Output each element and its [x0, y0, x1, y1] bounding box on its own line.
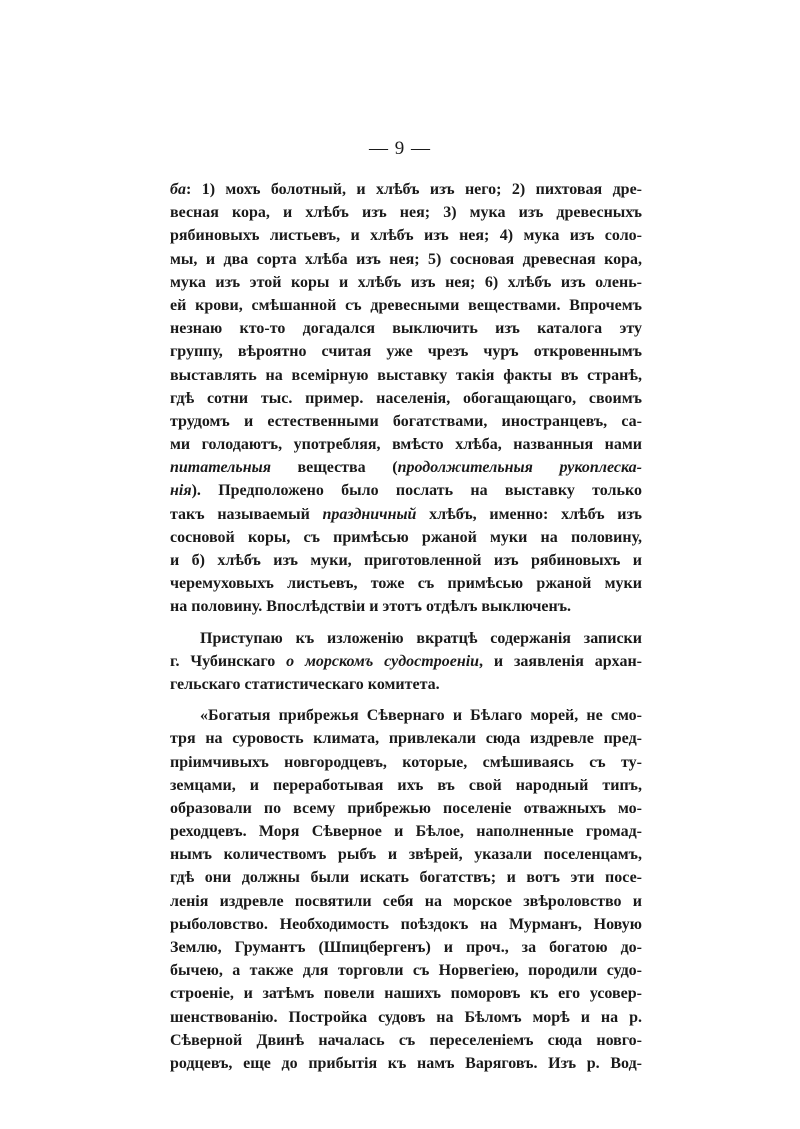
text-line [170, 866, 642, 889]
text-line [170, 959, 642, 982]
italic-text: продолжительныя рукоплеска- [397, 459, 642, 477]
text-line [170, 982, 642, 1005]
text-segment: : 1) мохъ болотный, и хлѣбъ изъ него; 2) пихтовая дре- [185, 181, 642, 198]
text-segment: Землю, Грумантъ (Шпицбергенъ) и проч., за богатою до- [170, 939, 642, 956]
text-line [170, 704, 642, 727]
text-line [170, 479, 642, 502]
text-segment: трудомъ и естественными богатствами, иностранцевъ, са- [170, 412, 642, 430]
text-segment: гельскаго статистическаго комитета. [170, 675, 440, 693]
text-line [170, 178, 642, 201]
text-segment: земцами, и переработывая ихъ въ свой народный типъ, [170, 776, 642, 794]
text-segment: Сѣверной Двинѣ началась съ переселеніемъ сюда новго- [170, 1031, 642, 1049]
text-line [170, 627, 642, 650]
text-line [170, 526, 642, 549]
text-segment: ). Предположено было послать на выставку только [191, 482, 642, 500]
text-segment: рыболовство. Необходимость поѣздокъ на Мурманъ, Новую [170, 915, 642, 933]
text-line [170, 595, 642, 618]
text-segment: черемуховыхъ листьевъ, тоже съ примѣсью ржаной муки [170, 575, 642, 593]
text-segment: шенствованію. Постройка судовъ на Бѣломъ морѣ и на р. [170, 1008, 642, 1026]
text-line [170, 751, 642, 774]
text-line [170, 340, 642, 363]
text-segment: образовали по всему прибрежью поселеніе отважныхъ мо- [170, 799, 642, 817]
text-line [170, 317, 642, 340]
text-line [170, 387, 642, 410]
text-segment: нымъ количествомъ рыбъ и звѣрей, указали поселенцамъ, [170, 846, 642, 864]
text-segment: на половину. Впослѣдствіи и этотъ отдѣлъ выключенъ. [170, 598, 572, 616]
page-number: — 9 — [369, 138, 431, 159]
text-line [170, 224, 642, 247]
text-line [170, 820, 642, 843]
text-segment: гдѣ сотни тыс. пример. населенія, обогащающаго, своимъ [170, 389, 642, 407]
text-segment: ей крови, смѣшанной съ древесными веществами. Впрочемъ [170, 296, 642, 314]
text-line [170, 1006, 642, 1029]
text-segment: пріимчивыхъ новгородцевъ, которые, смѣшиваясь съ ту- [170, 753, 642, 771]
text-segment: мука изъ этой коры и хлѣбъ изъ нея; 6) хлѣбъ изъ олень- [170, 273, 642, 291]
text-line [170, 456, 642, 479]
text-segment: , и заявленія архан- [479, 652, 643, 670]
italic-text: о морскомъ судостроеніи [286, 652, 480, 670]
text-segment: хлѣбъ, именно: хлѣбъ изъ [416, 505, 642, 523]
text-segment: весная кора, и хлѣбъ изъ нея; 3) мука изъ древесныхъ [170, 204, 642, 222]
text-line [170, 503, 642, 526]
body-text [170, 178, 642, 1075]
text-line [170, 271, 642, 294]
text-segment: «Богатыя прибрежья Сѣвернаго и Бѣлаго морей, не смо- [200, 707, 642, 725]
text-line [170, 650, 642, 673]
italic-text: питательныя [170, 459, 271, 477]
text-line [170, 248, 642, 271]
text-segment: рябиновыхъ листьевъ, и хлѣбъ изъ нея; 4) мука изъ соло- [170, 227, 642, 245]
text-line [170, 673, 642, 696]
text-segment: родцевъ, еще до прибытія къ намъ Варяговъ. Изъ р. Вод- [170, 1054, 642, 1072]
text-line [170, 572, 642, 595]
text-segment: вещества ( [270, 459, 398, 477]
text-line [170, 890, 642, 913]
text-line [170, 364, 642, 387]
text-segment: сосновой коры, съ примѣсью ржаной муки на половину, [170, 528, 642, 546]
text-segment: мы, и два сорта хлѣба изъ нея; 5) сосновая древесная кора, [170, 250, 642, 268]
text-segment: Приступаю къ изложенію вкратцѣ содержанія записки [200, 629, 642, 647]
text-line [170, 433, 642, 456]
text-segment: ми голодаютъ, употребляя, вмѣсто хлѣба, названныя нами [170, 436, 642, 454]
text-line [170, 1052, 642, 1075]
italic-text: праздничный [322, 505, 417, 523]
text-segment: ленія издревле посвятили себя на морское звѣроловство и [170, 892, 642, 910]
text-segment: реходцевъ. Моря Сѣверное и Бѣлое, наполненные громад- [170, 823, 642, 841]
text-segment: незнаю кто-то догадался выключить изъ каталога эту [170, 320, 642, 338]
text-segment: такъ называемый [170, 505, 323, 523]
text-line [170, 549, 642, 572]
text-line [170, 727, 642, 750]
text-line [170, 797, 642, 820]
text-line [170, 294, 642, 317]
text-line [170, 774, 642, 797]
text-segment: строеніе, и затѣмъ повели нашихъ поморовъ къ его усовер- [170, 985, 642, 1003]
italic-text: нія [170, 482, 192, 500]
text-line [170, 410, 642, 433]
text-line [170, 1029, 642, 1052]
text-line [170, 843, 642, 866]
text-segment: бычею, а также для торговли съ Норвегіею, породили судо- [170, 962, 642, 980]
text-segment: группу, вѣроятно считая уже чрезъ чуръ откровеннымъ [170, 343, 642, 361]
italic-text: ба [170, 181, 186, 198]
text-segment: и б) хлѣбъ изъ муки, приготовленной изъ рябиновыхъ и [170, 552, 642, 569]
text-line [170, 201, 642, 224]
text-segment: гдѣ они должны были искать богатствъ; и вотъ эти посе- [170, 869, 642, 887]
text-segment: тря на суровость климата, привлекали сюда издревле пред- [170, 730, 642, 748]
text-segment: выставлять на всемірную выставку такія факты въ странѣ, [170, 366, 642, 384]
text-line [170, 936, 642, 959]
text-line [170, 913, 642, 936]
text-segment: г. Чубинскаго [170, 652, 287, 670]
